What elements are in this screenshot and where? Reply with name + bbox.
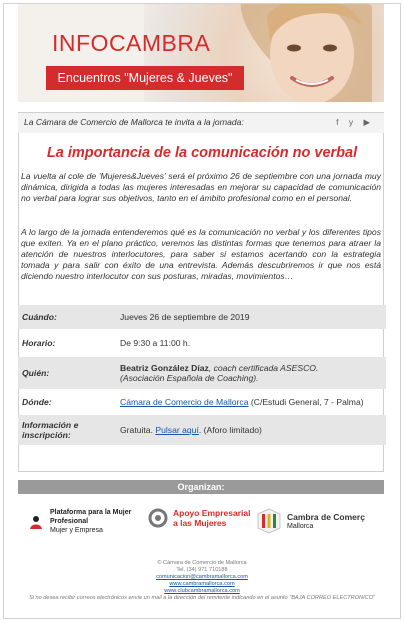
brand-subtitle: Encuentros "Mujeres & Jueves": [46, 66, 244, 90]
sponsor-apoyo-empresarial[interactable]: [148, 508, 250, 528]
sponsor1-line1: Plataforma para la Mujer: [50, 509, 132, 516]
sponsor2-line2: a las Mujeres: [173, 518, 227, 528]
venue-link[interactable]: Cámara de Comercio de Mallorca: [120, 397, 249, 407]
website-link[interactable]: www.cambramallorca.com: [169, 581, 235, 587]
sponsor-cambra-comerc[interactable]: [256, 508, 365, 534]
venue-address: (C/Estudi General, 7 - Palma): [248, 397, 364, 407]
sponsor-logos: [18, 494, 384, 556]
organizers-band: Organizan:: [18, 480, 384, 494]
event-details-table: [18, 305, 386, 445]
copyright-text: © Cámara de Comercio de Mallorca: [157, 560, 247, 566]
woman-photo: [222, 4, 372, 102]
detail-row-horario: [18, 329, 386, 357]
detail-label: Quién:: [18, 357, 116, 389]
detail-row-inscripcion: [18, 415, 386, 445]
detail-value: [116, 415, 386, 445]
brand-title: INFOCAMBRA: [52, 30, 211, 56]
speaker-name: Beatriz González Díaz: [120, 363, 209, 373]
event-paragraph-2: A lo largo de la jornada entenderemos qué es la comunicación no verbal y los diferentes tipos que exiten. Ya en el plano práctico, veremos las distintas formas que tenemos para atraer la atención de nuestros interlocutores, para saber si estamos acertando con la estrategia tomada y para salir con éxito de una entrevista. Además descubriremos ir que nos está diciendo nuestro interlocutor con sus posturas, miradas, movimientos…: [21, 227, 381, 281]
speaker-org: (Asociación Española de Coaching).: [120, 373, 259, 383]
event-content: [18, 133, 384, 472]
sponsor1-line3: Mujer y Empresa: [50, 527, 103, 534]
detail-row-cuando: [18, 305, 386, 329]
sponsor3-line2: Mallorca: [287, 522, 314, 530]
detail-label: Dónde:: [22, 397, 52, 407]
sponsor2-line1: Apoyo Empresarial: [173, 508, 251, 518]
phone-text: Tel. (34) 971 710188: [176, 567, 228, 573]
register-link[interactable]: Pulsar aquí: [155, 425, 199, 435]
detail-label: Horario:: [22, 338, 56, 348]
capacity-note: . (Aforo limitado): [198, 425, 262, 435]
sponsor-plataforma-mujer[interactable]: [28, 508, 131, 535]
invite-text: La Cámara de Comercio de Mallorca te invita a la jornada:: [24, 117, 244, 127]
detail-value: De 9:30 a 11:00 h.: [120, 338, 191, 348]
detail-value: [116, 357, 386, 389]
detail-row-donde: [18, 389, 386, 415]
apoyo-logo-icon: [148, 508, 168, 528]
unsubscribe-note: Si no desea recibir correos electrónicos envíe un mail a la dirección del remitente indicando en el asunto "BAJA CORREO ELECTRONICO": [28, 595, 376, 601]
social-icons[interactable]: f y ▶: [336, 117, 374, 127]
detail-label: Cuándo:: [18, 305, 116, 329]
detail-label: Información e inscripción:: [18, 415, 116, 445]
event-paragraph-1: La vuelta al cole de 'Mujeres&Jueves' será el próximo 26 de septiembre con una jornada muy dinámica, dirigida a todas las mujeres interesadas en mejorar su capacidad de comunicación no verbal para lograr sus objetivos, tanto en el ámbito profesional como en el personal.: [21, 171, 381, 203]
footer-contact: [0, 560, 404, 602]
email-link[interactable]: comunicacion@cambramallorca.com: [156, 574, 248, 580]
speaker-role: , coach certificada ASESCO.: [208, 363, 319, 373]
invite-bar: [18, 112, 384, 134]
detail-row-quien: [18, 357, 386, 389]
cambra-logo-icon: [256, 508, 282, 534]
header-banner: [18, 4, 384, 102]
sponsor1-line2: Profesional: [50, 518, 89, 525]
detail-value: Jueves 26 de septiembre de 2019: [116, 305, 386, 329]
fee-text: Gratuita.: [120, 425, 156, 435]
sponsor3-line1: Cambra de Comerç: [287, 511, 365, 522]
event-title: La importancia de la comunicación no verbal: [46, 145, 358, 161]
plataforma-logo-icon: [28, 514, 44, 530]
club-website-link[interactable]: www.clubcambramallorca.com: [164, 588, 240, 594]
detail-value: [116, 389, 386, 415]
